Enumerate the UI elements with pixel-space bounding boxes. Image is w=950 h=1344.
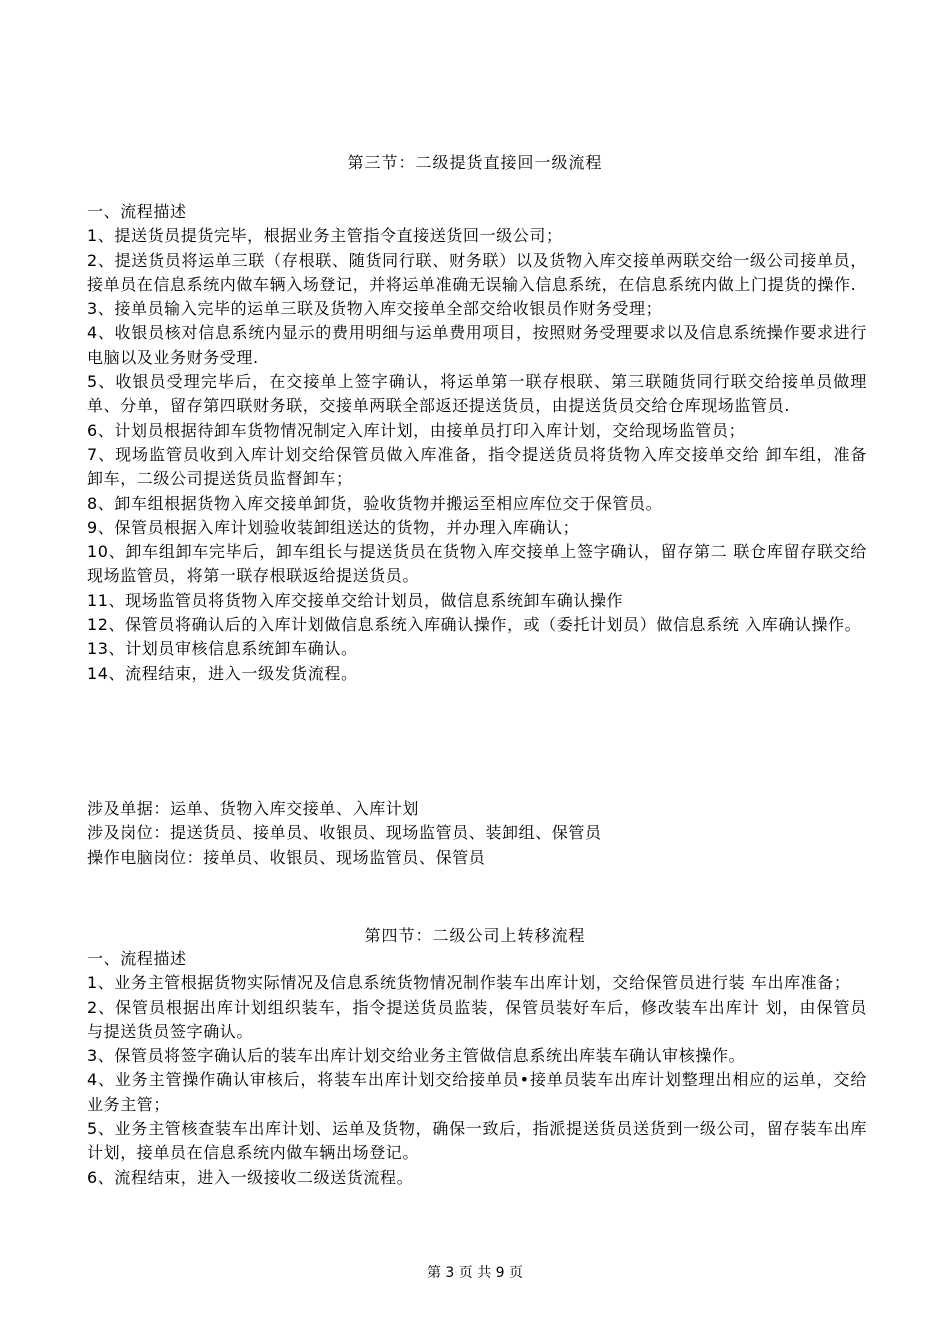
section3-heading: 一、流程描述 (87, 202, 187, 221)
section4-heading: 一、流程描述 (87, 949, 187, 968)
section3-item-5: 5、收银员受理完毕后，在交接单上签字确认，将运单第一联存根联、第三联随货同行联交给接单员做理单、分单，留存第四联财务联，交接单两联全部返还提送货员，由提送货员交给仓库现场监管员. (87, 372, 867, 416)
section4-item-4: 4、业务主管操作确认审核后，将装车出库计划交给接单员•接单员装车出库计划整理出相应的运单，交给业务主管； (87, 1070, 867, 1114)
section3-item-10: 10、卸车组卸车完毕后，卸车组长与提送货员在货物入库交接单上签字确认，留存第二 联仓库留存联交给现场监管员，将第一联存根联返给提送货员。 (87, 542, 867, 586)
section3-item-2: 2、提送货员将运单三联（存根联、随货同行联、财务联）以及货物入库交接单两联交给一级公司接单员，接单员在信息系统内做车辆入场登记，并将运单准确无误输入信息系统，在信息系统内做上门提货的操作. (87, 250, 867, 294)
section3-item-6: 6、计划员根据待卸车货物情况制定入库计划，由接单员打印入库计划，交给现场监管员； (87, 420, 746, 440)
section4-item-1: 1、业务主管根据货物实际情况及信息系统货物情况制作装车出库计划，交给保管员进行装 车出库准备； (87, 973, 851, 993)
section3-item-1: 1、提送货员提货完毕，根据业务主管指令直接送货回一级公司； (87, 226, 563, 246)
section3-item-7: 7、现场监管员收到入库计划交给保管员做入库准备，指令提送货员将货物入库交接单交给 卸车组，准备卸车，二级公司提送货员监督卸车； (87, 444, 867, 489)
page-footer: 第 3 页 共 9 页 (426, 1265, 524, 1281)
section3-item-11: 11、现场监管员将货物入库交接单交给计划员，做信息系统卸车确认操作 (87, 590, 624, 610)
section3-item-12: 12、保管员将确认后的入库计划做信息系统入库确认操作，或（委托计划员）做信息系统 入库确认操作。 (87, 615, 862, 635)
section4-title: 第四节：二级公司上转移流程 (364, 926, 586, 945)
section3-item-8: 8、卸车组根据货物入库交接单卸货，验收货物并搬运至相应库位交于保管员。 (87, 493, 663, 513)
section3-body (87, 200, 867, 686)
section3-item-9: 9、保管员根据入库计划验收装卸组送达的货物，并办理入库确认； (87, 517, 580, 537)
positions-involved: 涉及岗位：提送货员、接单员、收银员、现场监管员、装卸组、保管员 (87, 823, 602, 843)
section3-item-14: 14、流程结束，进入一级发货流程。 (87, 663, 358, 683)
section4-item-3: 3、保管员将签字确认后的装车出库计划交给业务主管做信息系统出库装车确认审核操作。 (87, 1046, 746, 1066)
section4-item-5: 5、业务主管核查装车出库计划、运单及货物，确保一致后，指派提送货员送货到一级公司，留存装车出库计划，接单员在信息系统内做车辆出场登记。 (87, 1119, 867, 1163)
section3-item-13: 13、计划员审核信息系统卸车确认。 (87, 639, 358, 659)
section4-item-6: 6、流程结束，进入一级接收二级送货流程。 (87, 1167, 414, 1187)
computer-positions: 操作电脑岗位：接单员、收银员、现场监管员、保管员 (87, 847, 486, 867)
section4-body (87, 947, 867, 1190)
section3-title: 第三节：二级提货直接回一级流程 (347, 153, 603, 172)
section4-item-2: 2、保管员根据出库计划组织装车，指令提送货员监装，保管员装好车后，修改装车出库计 划，由保管员与提送货员签字确认。 (87, 997, 867, 1041)
section3-item-4: 4、收银员核对信息系统内显示的费用明细与运单费用项目，按照财务受理要求以及信息系统操作要求进行电脑以及业务财务受理. (87, 323, 867, 367)
section3-meta (87, 797, 867, 870)
section3-item-3: 3、接单员输入完毕的运单三联及货物入库交接单全部交给收银员作财务受理； (87, 299, 663, 319)
documents-involved: 涉及单据：运单、货物入库交接单、入库计划 (87, 799, 420, 818)
